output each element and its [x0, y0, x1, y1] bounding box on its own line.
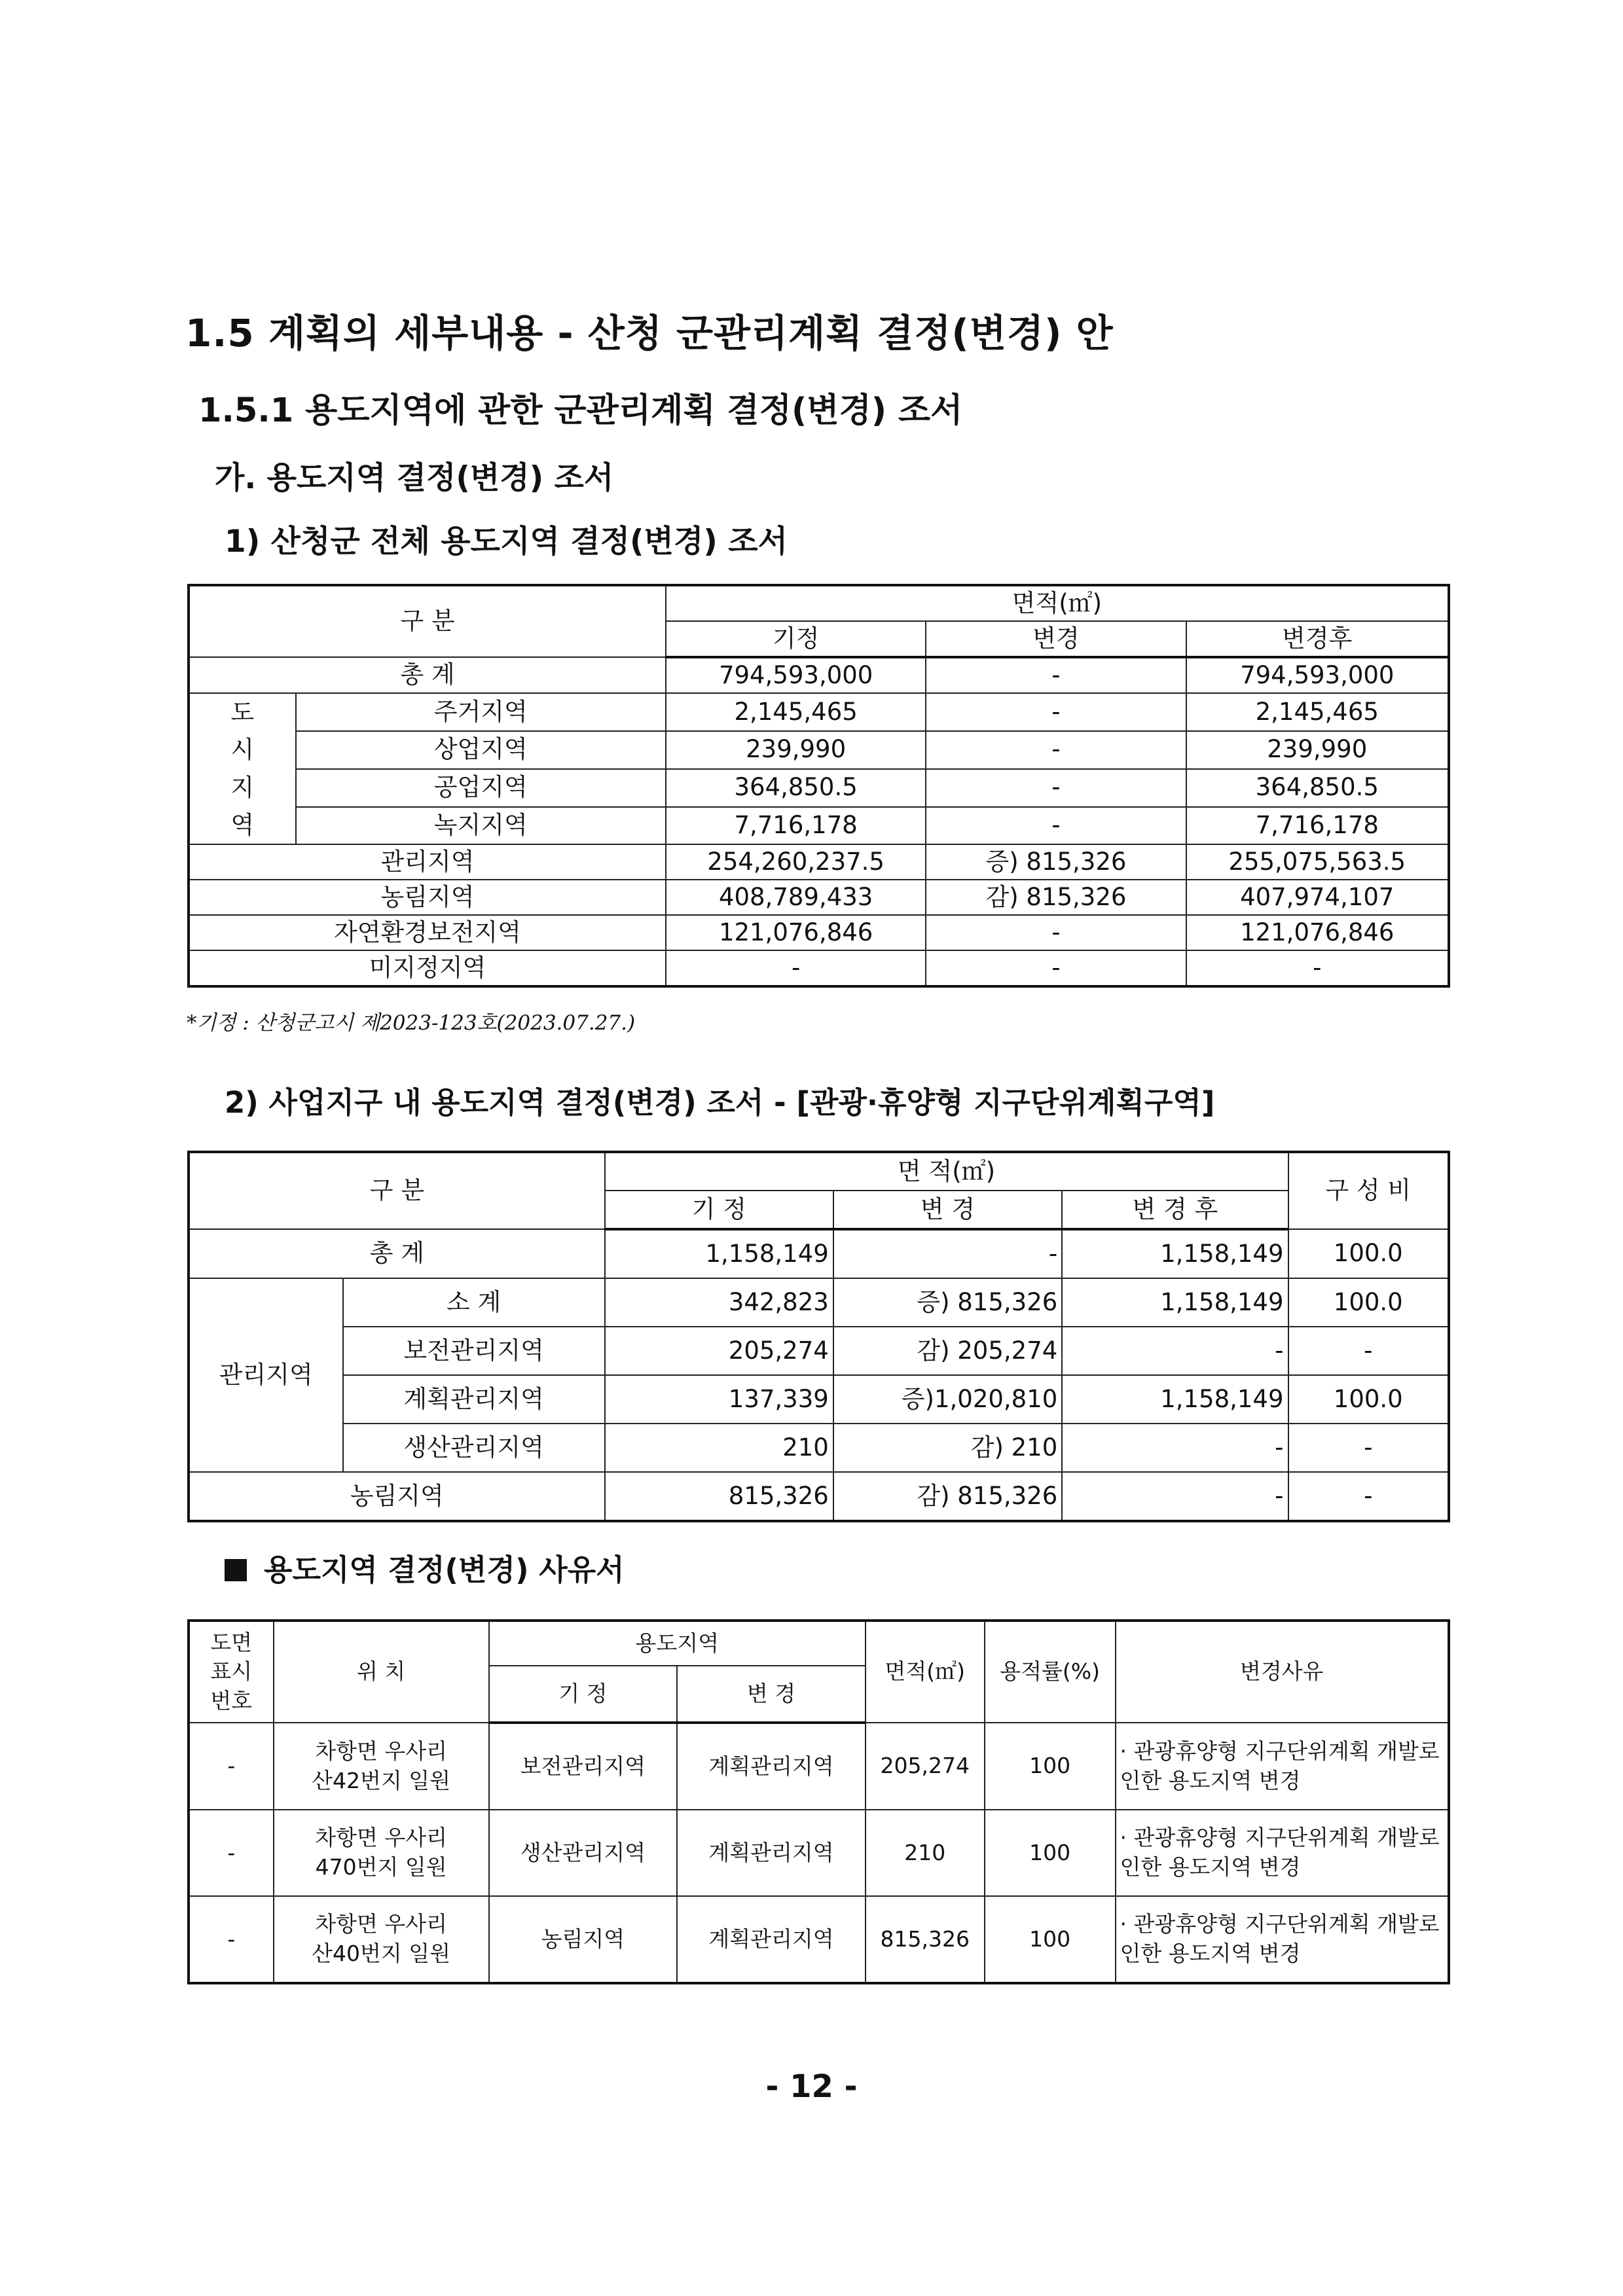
total-label: 총 계 [189, 1229, 605, 1278]
row-label: 농림지역 [189, 1472, 605, 1521]
row-label: 녹지지역 [296, 807, 666, 845]
urban-zone-label: 도 시 지 역 [189, 693, 296, 844]
row-after: 7,716,178 [1186, 807, 1449, 845]
row-existing: 239,990 [666, 731, 926, 769]
row-after: - [1062, 1472, 1288, 1521]
row-after: 364,850.5 [1186, 769, 1449, 807]
row-existing: 210 [605, 1424, 833, 1472]
row-after: - [1186, 950, 1449, 986]
row-existing: 408,789,433 [666, 880, 926, 915]
row-area: 210 [866, 1810, 985, 1896]
header-location: 위 치 [274, 1621, 489, 1723]
total-after: 1,158,149 [1062, 1229, 1288, 1278]
row-ratio: - [1288, 1424, 1450, 1472]
row-change: 계획관리지역 [677, 1723, 866, 1810]
header-change: 변 경 [677, 1666, 866, 1723]
header-change: 변 경 [833, 1191, 1062, 1229]
header-category: 구 분 [189, 1152, 605, 1229]
header-change: 변경 [926, 621, 1186, 657]
row-label: 보전관리지역 [343, 1327, 605, 1375]
row-label: 관리지역 [189, 844, 666, 880]
total-label: 총 계 [189, 657, 666, 693]
county-zoning-table [187, 584, 1450, 988]
row-label: 미지정지역 [189, 950, 666, 986]
row-existing: 342,823 [605, 1278, 833, 1327]
row-existing: 137,339 [605, 1375, 833, 1424]
row-reason: · 관광휴양형 지구단위계획 개발로 인한 용도지역 변경 [1116, 1810, 1449, 1896]
row-existing: - [666, 950, 926, 986]
header-area: 면적(㎡) [666, 585, 1449, 621]
total-ratio: 100.0 [1288, 1229, 1450, 1278]
subheading-1: 1) 산청군 전체 용도지역 결정(변경) 조서 [225, 524, 788, 560]
row-change: - [926, 769, 1186, 807]
row-change: 증)1,020,810 [833, 1375, 1062, 1424]
row-existing: 농림지역 [489, 1896, 678, 1983]
header-reason: 변경사유 [1116, 1621, 1449, 1723]
row-existing: 생산관리지역 [489, 1810, 678, 1896]
row-existing: 254,260,237.5 [666, 844, 926, 880]
row-existing: 364,850.5 [666, 769, 926, 807]
row-location: 차항면 우사리 산40번지 일원 [274, 1896, 489, 1983]
row-after: 2,145,465 [1186, 693, 1449, 731]
header-category: 구 분 [189, 585, 666, 657]
row-existing: 121,076,846 [666, 915, 926, 950]
row-map-no: - [189, 1810, 274, 1896]
subsection-title: 1.5.1 용도지역에 관한 군관리계획 결정(변경) 조서 [198, 391, 963, 430]
row-change: 감) 815,326 [833, 1472, 1062, 1521]
row-existing: 7,716,178 [666, 807, 926, 845]
row-after: 1,158,149 [1062, 1278, 1288, 1327]
project-zoning-table [187, 1151, 1450, 1522]
header-area: 면 적(㎡) [605, 1152, 1288, 1191]
header-existing: 기 정 [605, 1191, 833, 1229]
management-zone-label: 관리지역 [189, 1278, 343, 1472]
row-label: 소 계 [343, 1278, 605, 1327]
subheading-2: 2) 사업지구 내 용도지역 결정(변경) 조서 - [관광·휴양형 지구단위계획구역] [225, 1085, 1215, 1120]
total-change: - [833, 1229, 1062, 1278]
row-label: 주거지역 [296, 693, 666, 731]
row-after: 121,076,846 [1186, 915, 1449, 950]
row-location: 차항면 우사리 산42번지 일원 [274, 1723, 489, 1810]
header-existing: 기정 [666, 621, 926, 657]
header-ratio: 구 성 비 [1288, 1152, 1450, 1229]
square-bullet-icon [225, 1559, 247, 1581]
row-after: 1,158,149 [1062, 1375, 1288, 1424]
row-area: 205,274 [866, 1723, 985, 1810]
row-far: 100 [985, 1723, 1116, 1810]
row-area: 815,326 [866, 1896, 985, 1983]
row-change: 증) 815,326 [926, 844, 1186, 880]
reason-heading: 용도지역 결정(변경) 사유서 [225, 1546, 625, 1588]
total-change: - [926, 657, 1186, 693]
row-label: 계획관리지역 [343, 1375, 605, 1424]
page-number: - 12 - [765, 2068, 858, 2105]
row-reason: · 관광휴양형 지구단위계획 개발로 인한 용도지역 변경 [1116, 1896, 1449, 1983]
row-change: - [926, 915, 1186, 950]
total-after: 794,593,000 [1186, 657, 1449, 693]
row-existing: 보전관리지역 [489, 1723, 678, 1810]
row-label: 자연환경보전지역 [189, 915, 666, 950]
row-change: 감) 205,274 [833, 1327, 1062, 1375]
row-label: 농림지역 [189, 880, 666, 915]
row-label: 공업지역 [296, 769, 666, 807]
subheading-ga: 가. 용도지역 결정(변경) 조서 [215, 460, 614, 496]
row-change: - [926, 693, 1186, 731]
row-after: - [1062, 1424, 1288, 1472]
row-ratio: - [1288, 1472, 1450, 1521]
row-existing: 205,274 [605, 1327, 833, 1375]
row-existing: 815,326 [605, 1472, 833, 1521]
header-map-no: 도면 표시 번호 [189, 1621, 274, 1723]
row-existing: 2,145,465 [666, 693, 926, 731]
row-map-no: - [189, 1896, 274, 1983]
row-label: 상업지역 [296, 731, 666, 769]
row-after: 239,990 [1186, 731, 1449, 769]
row-far: 100 [985, 1896, 1116, 1983]
row-change: 감) 815,326 [926, 880, 1186, 915]
table1-note: *기정 : 산청군고시 제2023-123호(2023.07.27.) [187, 1011, 636, 1035]
header-after: 변경후 [1186, 621, 1449, 657]
row-far: 100 [985, 1810, 1116, 1896]
row-change: - [926, 731, 1186, 769]
section-title: 1.5 계획의 세부내용 - 산청 군관리계획 결정(변경) 안 [185, 311, 1114, 355]
header-far: 용적률(%) [985, 1621, 1116, 1723]
row-after: 255,075,563.5 [1186, 844, 1449, 880]
row-after: 407,974,107 [1186, 880, 1449, 915]
header-area: 면적(㎡) [866, 1621, 985, 1723]
row-change: - [926, 807, 1186, 845]
header-zone: 용도지역 [489, 1621, 866, 1666]
row-change: 계획관리지역 [677, 1810, 866, 1896]
row-change: - [926, 950, 1186, 986]
row-label: 생산관리지역 [343, 1424, 605, 1472]
total-existing: 1,158,149 [605, 1229, 833, 1278]
row-reason: · 관광휴양형 지구단위계획 개발로 인한 용도지역 변경 [1116, 1723, 1449, 1810]
row-ratio: 100.0 [1288, 1278, 1450, 1327]
row-map-no: - [189, 1723, 274, 1810]
row-ratio: 100.0 [1288, 1375, 1450, 1424]
header-after: 변 경 후 [1062, 1191, 1288, 1229]
zoning-reason-table [187, 1619, 1450, 1984]
row-change: 증) 815,326 [833, 1278, 1062, 1327]
row-change: 계획관리지역 [677, 1896, 866, 1983]
row-ratio: - [1288, 1327, 1450, 1375]
row-change: 감) 210 [833, 1424, 1062, 1472]
total-existing: 794,593,000 [666, 657, 926, 693]
header-existing: 기 정 [489, 1666, 678, 1723]
row-location: 차항면 우사리 470번지 일원 [274, 1810, 489, 1896]
row-after: - [1062, 1327, 1288, 1375]
